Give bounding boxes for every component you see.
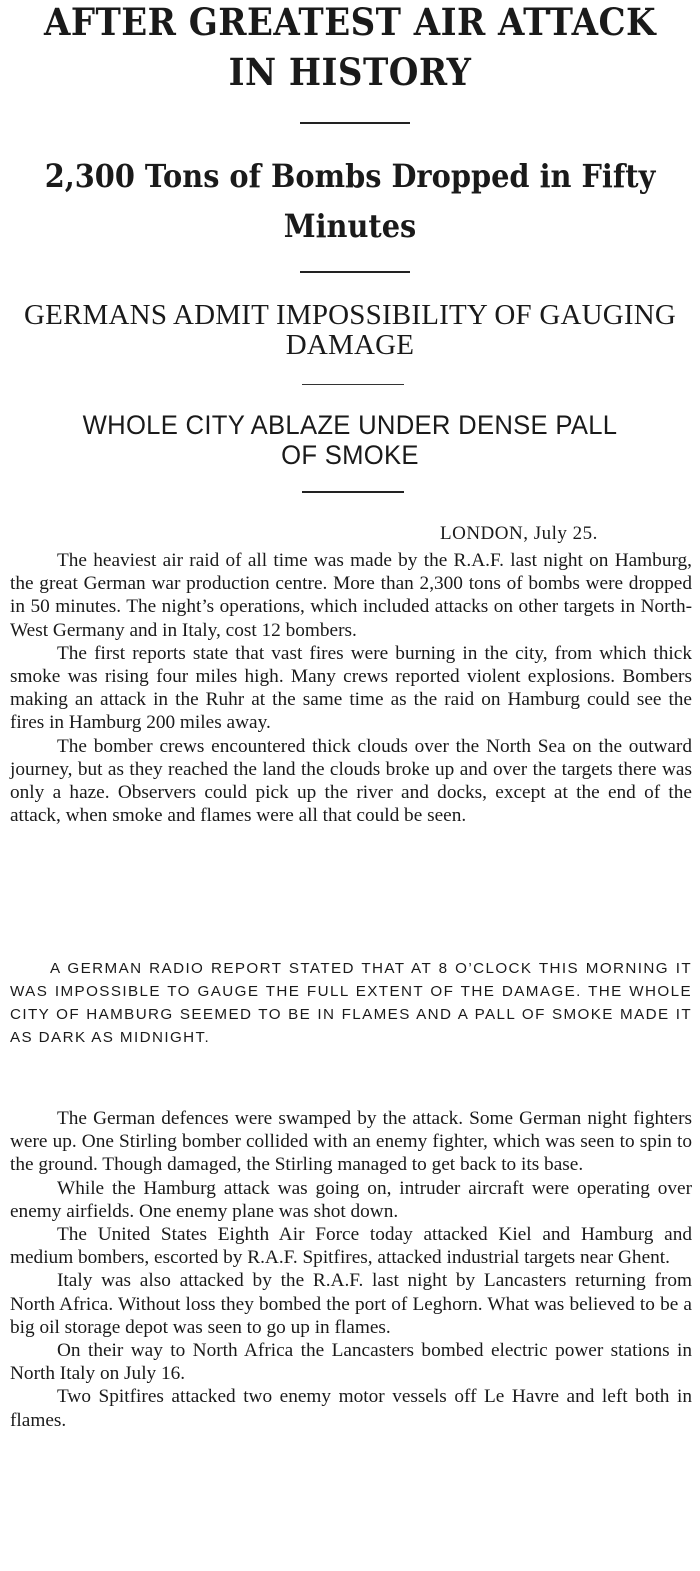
divider-rule-2 xyxy=(300,271,410,273)
subhead-2-line-1: GERMANS ADMIT IMPOSSIBILITY OF GAUGING xyxy=(23,299,677,331)
headline-line-1: AFTER GREATEST AIR ATTACK xyxy=(43,0,657,44)
article-body-part-2 xyxy=(10,1107,692,1432)
subhead-1-line-1: 2,300 Tons of Bombs Dropped in Fifty xyxy=(44,157,656,195)
paragraph-4: The German defences were swamped by the attack. Some German night fighters were up. One Stirling bomber collided with an enemy fighter, which was seen to spin to the ground. Though damaged, the Stirling managed to get back to its base. xyxy=(10,1108,692,1176)
paragraph-9: Two Spitfires attacked two enemy motor vessels off Le Havre and left both in flames. xyxy=(10,1386,692,1431)
radio-report-paragraph: A GERMAN RADIO REPORT STATED THAT AT 8 O’CLOCK THIS MORNING IT WAS IMPOSSIBLE TO GAUGE THE FULL EXTENT OF THE DAMAGE. THE WHOLE CITY OF HAMBURG SEEMED TO BE IN FLAMES AND A PALL OF SMOKE MADE IT AS DARK AS MIDNIGHT. xyxy=(10,960,692,1046)
capitals-paragraph xyxy=(10,957,692,1049)
paragraph-6: The United States Eighth Air Force today attacked Kiel and Hamburg and medium bombers, escorted by R.A.F. Spitfires, attacked industrial targets near Ghent. xyxy=(10,1224,692,1269)
article-body-part-1 xyxy=(10,549,692,827)
paragraph-2: The first reports state that vast fires were burning in the city, from which thick smoke was rising four miles high. Many crews reported violent explosions. Bombers making an attack in the Ruhr at the same time as the raid on Hamburg could see the fires in Hamburg 200 miles away. xyxy=(10,642,692,734)
dateline: LONDON, July 25. xyxy=(440,523,598,544)
divider-rule-4 xyxy=(302,491,404,493)
paragraph-1: The heaviest air raid of all time was made by the R.A.F. last night on Hamburg, the great German war production centre. More than 2,300 tons of bombs were dropped in 50 minutes. The night’s operations, which included attacks on other targets in North-West Germany and in Italy, cost 12 bombers. xyxy=(10,550,692,641)
subhead-3-line-2: OF SMOKE xyxy=(281,440,419,470)
headline-line-2: IN HISTORY xyxy=(228,50,472,94)
subhead-2-line-2: DAMAGE xyxy=(285,329,415,361)
paragraph-8: On their way to North Africa the Lancasters bombed electric power stations in North Italy on July 16. xyxy=(10,1340,692,1385)
subhead-3-line-1: WHOLE CITY ABLAZE UNDER DENSE PALL xyxy=(82,410,618,440)
subhead-1-line-2: Minutes xyxy=(283,207,417,245)
paragraph-3: The bomber crews encountered thick clouds over the North Sea on the outward journey, but as they reached the land the clouds broke up and over the targets there was only a haze. Observers could pick up the river and docks, except at the end of the attack, when smoke and flames were all that could be seen. xyxy=(10,735,692,827)
divider-rule-3 xyxy=(302,384,404,385)
paragraph-7: Italy was also attacked by the R.A.F. last night by Lancasters returning from North Africa. Without loss they bombed the port of Leghorn. What was believed to be a big oil storage depot was seen to go up in flames. xyxy=(10,1270,692,1338)
paragraph-5: While the Hamburg attack was going on, intruder aircraft were operating over enemy airfields. One enemy plane was shot down. xyxy=(10,1177,692,1222)
divider-rule-1 xyxy=(300,122,410,124)
